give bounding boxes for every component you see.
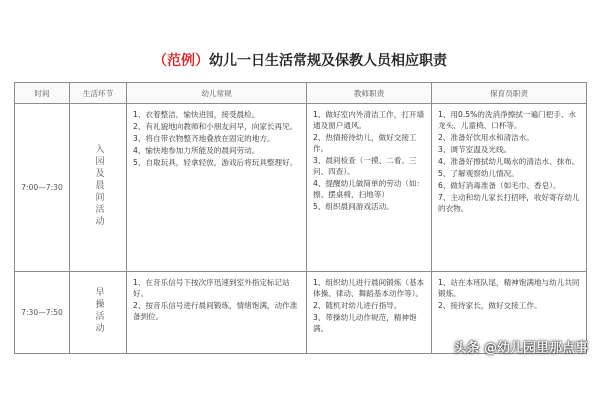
header-segment: 生活环节 (70, 83, 127, 104)
list-item: 2、热情接待幼儿，做好交接工作。 (313, 133, 417, 153)
row-time: 7:00—7:30 (15, 104, 70, 272)
list-item: 2、按音乐信号进行晨间锻炼，情绪饱满，动作准备到位。 (133, 301, 298, 321)
row-time: 7:30—7:50 (15, 272, 70, 354)
list-item: 1、做好室内外清洁工作，打开墙通及窗户通风。 (313, 110, 425, 130)
list-item: 5、组织晨间游戏活动。 (313, 202, 394, 211)
nurse-duties-cell (432, 104, 587, 272)
header-time: 时间 (15, 83, 70, 104)
watermark: 头条 @幼儿园里那点事 (453, 341, 588, 356)
teacher-duties-cell (307, 104, 432, 272)
list-item: 3、带操幼儿动作规范，精神饱满。 (313, 313, 417, 333)
list-item: 5、自取玩具，轻拿轻放，游戏后将玩具整理好。 (133, 158, 298, 167)
title-tag: （范例） (153, 53, 209, 69)
header-teacher-duties: 教师职责 (307, 83, 432, 104)
row-segment (70, 104, 127, 272)
table-header-row (15, 83, 587, 104)
child-routine-cell (127, 272, 307, 354)
header-child-routine: 幼儿常规 (127, 83, 307, 104)
list-item: 2、有礼貌地向教师和小朋友问早，向家长再见。 (133, 122, 298, 131)
schedule-table (14, 82, 587, 354)
list-item: 5、了解观察幼儿情况。 (438, 169, 519, 178)
list-item: 4、愉快地参加力所能及的晨间劳动。 (133, 146, 260, 155)
list-item: 2、准备好饮用水和清洁水。 (438, 133, 534, 142)
list-item: 4、提醒幼儿做简单的劳动（如：擦、摆桌椅，扫地等） (313, 179, 425, 199)
list-item: 7、主动和幼儿家长打招呼，收好寄存幼儿的衣物。 (438, 193, 580, 213)
list-item: 1、衣着整洁，愉快进园，接受晨检。 (133, 110, 260, 119)
list-item: 2、随机对幼儿进行指导。 (313, 301, 402, 310)
list-item: 3、调节室温及光线。 (438, 145, 512, 154)
list-item: 3、晨间检查（一摸、二看、三问、四查）。 (313, 156, 417, 176)
segment-label: 入园及晨间活动 (93, 144, 104, 228)
list-item: 1、站在本班队尾，精神饱满地与幼儿共同锻炼。 (438, 278, 580, 298)
header-nurse-duties: 保育员职责 (432, 83, 587, 104)
teacher-duties-cell (307, 272, 432, 354)
list-item: 1、在音乐信号下按次序迅速到室外指定标记站好。 (133, 278, 290, 298)
table-row (15, 104, 587, 272)
list-item: 6、做好消毒准备（如毛巾、香皂）。 (438, 181, 561, 190)
segment-label: 早操活动 (93, 287, 104, 335)
list-item: 1、用0.5%的洗消净擦拭一遍门把手、水龙头、儿童椅、口杯等。 (438, 110, 577, 130)
page-title (0, 50, 600, 70)
child-routine-cell (127, 104, 307, 272)
row-segment (70, 272, 127, 354)
title-text: 幼儿一日生活常规及保教人员相应职责 (209, 53, 447, 69)
list-item: 3、将自带衣物整齐地叠放在固定的地方。 (133, 134, 275, 143)
list-item: 1、组织幼儿进行晨间锻炼（基本体操、律动、舞蹈基本动作等）。 (313, 278, 425, 298)
list-item: 4、准备好擦拭幼儿喝水的清洁水、抹布。 (438, 157, 580, 166)
list-item: 2、接待家长，做好交接工作。 (438, 301, 542, 310)
